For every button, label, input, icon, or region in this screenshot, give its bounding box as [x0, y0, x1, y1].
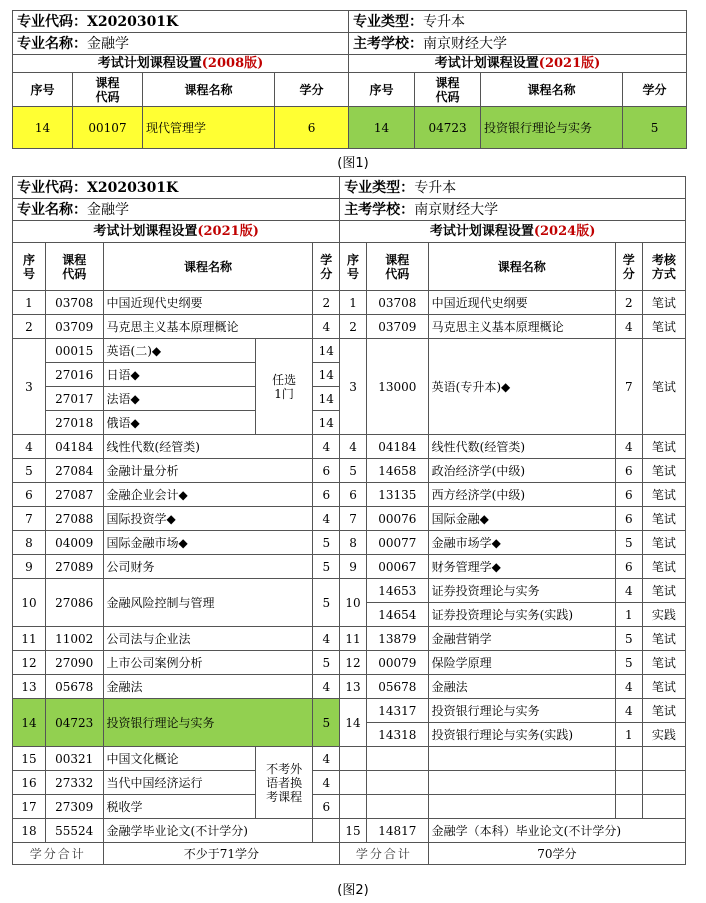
- col-name: 课程名称: [103, 243, 313, 291]
- table-cell: 金融法: [103, 675, 313, 699]
- table-cell: 6: [13, 483, 46, 507]
- table-cell: 6: [313, 459, 340, 483]
- empty-cell: [428, 747, 615, 771]
- table-cell: 27309: [45, 795, 103, 819]
- empty-cell: [428, 795, 615, 819]
- fig1-table: [12, 10, 687, 149]
- col-no: 序号: [13, 73, 73, 107]
- empty-cell: [340, 747, 367, 771]
- table-cell: 13: [340, 675, 367, 699]
- col-no: 序号: [340, 243, 367, 291]
- table-cell: 英语(专升本)◆: [428, 339, 615, 435]
- table-cell: 14658: [366, 459, 428, 483]
- table-cell: 证券投资理论与实务: [428, 579, 615, 603]
- table-cell: 2: [615, 291, 642, 315]
- table-cell: 投资银行理论与实务: [103, 699, 313, 747]
- table-cell: 公司法与企业法: [103, 627, 313, 651]
- table-cell: 中国近现代史纲要: [103, 291, 313, 315]
- table-cell: 笔试: [642, 435, 685, 459]
- table-cell: 1: [615, 723, 642, 747]
- table-cell: 法语◆: [103, 387, 255, 411]
- col-no: 序号: [349, 73, 415, 107]
- table-cell: 27088: [45, 507, 103, 531]
- table-cell: 金融风险控制与管理: [103, 579, 313, 627]
- table-cell: 公司财务: [103, 555, 313, 579]
- table-cell: 00107: [73, 107, 143, 149]
- fig1-left-section-title: 考试计划课程设置(2008版): [13, 55, 349, 73]
- table-cell: 笔试: [642, 483, 685, 507]
- table-cell: 政治经济学(中级): [428, 459, 615, 483]
- empty-cell: [642, 771, 685, 795]
- fig2-table: [12, 176, 686, 865]
- table-cell: 保险学原理: [428, 651, 615, 675]
- table-cell: 2: [340, 315, 367, 339]
- table-cell: 17: [13, 795, 46, 819]
- table-cell: 笔试: [642, 291, 685, 315]
- table-cell: 7: [340, 507, 367, 531]
- fig2-major-type: 专业类型：专升本: [340, 177, 686, 199]
- table-cell: 00076: [366, 507, 428, 531]
- table-cell: 27089: [45, 555, 103, 579]
- table-cell: 投资银行理论与实务(实践): [428, 723, 615, 747]
- table-cell: 笔试: [642, 459, 685, 483]
- table-cell: 14: [313, 339, 340, 363]
- right-total: 70学分: [428, 843, 685, 865]
- table-cell: 4: [313, 747, 340, 771]
- table-cell: 笔试: [642, 675, 685, 699]
- table-cell: 英语(二)◆: [103, 339, 255, 363]
- table-cell: 9: [13, 555, 46, 579]
- table-cell: 上市公司案例分析: [103, 651, 313, 675]
- table-cell: 14: [340, 699, 367, 747]
- table-cell: 14653: [366, 579, 428, 603]
- table-cell: 笔试: [642, 507, 685, 531]
- table-cell: 金融计量分析: [103, 459, 313, 483]
- col-code: 课程代码: [415, 73, 481, 107]
- table-cell: 14318: [366, 723, 428, 747]
- no-foreign-language-note: 不考外语者换考课程: [255, 747, 313, 819]
- fig1-major-type: 专业类型：专升本: [349, 11, 687, 33]
- empty-cell: [615, 771, 642, 795]
- table-cell: 金融法: [428, 675, 615, 699]
- empty-cell: [340, 771, 367, 795]
- table-cell: 2: [13, 315, 46, 339]
- table-cell: 6: [340, 483, 367, 507]
- table-cell: 证券投资理论与实务(实践): [428, 603, 615, 627]
- table-cell: 27086: [45, 579, 103, 627]
- table-cell: 14: [13, 107, 73, 149]
- table-cell: 00077: [366, 531, 428, 555]
- left-total: 不少于71学分: [103, 843, 340, 865]
- fig1-school: 主考学校：南京财经大学: [349, 33, 687, 55]
- table-cell: 税收学: [103, 795, 255, 819]
- table-cell: 笔试: [642, 651, 685, 675]
- table-cell: 投资银行理论与实务: [428, 699, 615, 723]
- table-cell: 5: [623, 107, 687, 149]
- fig2-right-section-title: 考试计划课程设置(2024版): [340, 221, 686, 243]
- table-cell: 00015: [45, 339, 103, 363]
- col-name: 课程名称: [481, 73, 623, 107]
- table-cell: 4: [313, 627, 340, 651]
- col-credit: 学分: [623, 73, 687, 107]
- table-cell: 5: [615, 651, 642, 675]
- table-cell: 5: [313, 651, 340, 675]
- table-cell: 6: [615, 459, 642, 483]
- empty-cell: [615, 747, 642, 771]
- col-name: 课程名称: [428, 243, 615, 291]
- fig2-major-code: 专业代码：X2020301K: [13, 177, 340, 199]
- table-cell: 27090: [45, 651, 103, 675]
- fig1-major-code: 专业代码：X2020301K: [13, 11, 349, 33]
- fig1-major-name: 专业名称：金融学: [13, 33, 349, 55]
- table-cell: 金融市场学◆: [428, 531, 615, 555]
- table-cell: 10: [13, 579, 46, 627]
- table-cell: 马克思主义基本原理概论: [103, 315, 313, 339]
- table-cell: 11002: [45, 627, 103, 651]
- table-cell: 3: [340, 339, 367, 435]
- table-cell: 5: [313, 699, 340, 747]
- empty-cell: [340, 795, 367, 819]
- table-cell: 14317: [366, 699, 428, 723]
- table-cell: 04723: [45, 699, 103, 747]
- empty-cell: [366, 795, 428, 819]
- empty-cell: [428, 771, 615, 795]
- table-cell: 13135: [366, 483, 428, 507]
- table-cell: 5: [340, 459, 367, 483]
- col-no: 序号: [13, 243, 46, 291]
- table-cell: 13000: [366, 339, 428, 435]
- total-label: 学分合计: [340, 843, 428, 865]
- table-cell: 5: [313, 555, 340, 579]
- empty-cell: [615, 795, 642, 819]
- table-cell: 04009: [45, 531, 103, 555]
- table-cell: 5: [615, 627, 642, 651]
- table-cell: 金融企业会计◆: [103, 483, 313, 507]
- table-cell: 实践: [642, 603, 685, 627]
- table-cell: 5: [313, 579, 340, 627]
- col-name: 课程名称: [143, 73, 275, 107]
- table-cell: 05678: [366, 675, 428, 699]
- table-cell: 04723: [415, 107, 481, 149]
- table-cell: 13879: [366, 627, 428, 651]
- table-cell: 14: [313, 363, 340, 387]
- table-cell: 03708: [45, 291, 103, 315]
- table-cell: 15: [340, 819, 367, 843]
- table-cell: 4: [313, 435, 340, 459]
- table-cell: 线性代数(经管类): [103, 435, 313, 459]
- table-cell: 15: [13, 747, 46, 771]
- table-cell: 10: [340, 579, 367, 627]
- table-cell: 4: [13, 435, 46, 459]
- table-cell: 05678: [45, 675, 103, 699]
- elective-note: 任选1门: [255, 339, 313, 435]
- table-cell: 9: [340, 555, 367, 579]
- table-cell: 俄语◆: [103, 411, 255, 435]
- table-cell: 投资银行理论与实务: [481, 107, 623, 149]
- table-cell: 中国近现代史纲要: [428, 291, 615, 315]
- table-cell: 国际金融市场◆: [103, 531, 313, 555]
- table-cell: 03709: [45, 315, 103, 339]
- table-cell: 4: [313, 315, 340, 339]
- table-cell: 笔试: [642, 627, 685, 651]
- col-credit: 学分: [615, 243, 642, 291]
- table-cell: 笔试: [642, 339, 685, 435]
- table-cell: 12: [13, 651, 46, 675]
- table-cell: 4: [615, 675, 642, 699]
- table-cell: 03708: [366, 291, 428, 315]
- table-cell: 财务管理学◆: [428, 555, 615, 579]
- fig2-left-section-title: 考试计划课程设置(2021版): [13, 221, 340, 243]
- table-cell: 线性代数(经管类): [428, 435, 615, 459]
- table-cell: 4: [313, 771, 340, 795]
- table-cell: 4: [615, 435, 642, 459]
- table-cell: 笔试: [642, 699, 685, 723]
- fig2-school: 主考学校：南京财经大学: [340, 199, 686, 221]
- empty-cell: [642, 795, 685, 819]
- table-cell: 金融营销学: [428, 627, 615, 651]
- table-cell: 13: [13, 675, 46, 699]
- table-cell: 5: [313, 531, 340, 555]
- table-cell: 3: [13, 339, 46, 435]
- table-cell: 实践: [642, 723, 685, 747]
- table-cell: 14654: [366, 603, 428, 627]
- table-cell: 00079: [366, 651, 428, 675]
- table-cell: 27018: [45, 411, 103, 435]
- table-cell: 6: [275, 107, 349, 149]
- table-cell: 03709: [366, 315, 428, 339]
- table-cell: 14: [313, 387, 340, 411]
- table-cell: 8: [13, 531, 46, 555]
- table-cell: 8: [340, 531, 367, 555]
- table-cell: 日语◆: [103, 363, 255, 387]
- table-cell: 6: [615, 483, 642, 507]
- table-cell: 马克思主义基本原理概论: [428, 315, 615, 339]
- table-cell: 笔试: [642, 315, 685, 339]
- table-cell: 14: [13, 699, 46, 747]
- table-cell: 笔试: [642, 555, 685, 579]
- table-cell: 1: [13, 291, 46, 315]
- table-cell: 18: [13, 819, 46, 843]
- col-credit: 学分: [313, 243, 340, 291]
- table-cell: 笔试: [642, 579, 685, 603]
- table-cell: [313, 819, 340, 843]
- table-cell: 1: [340, 291, 367, 315]
- table-cell: 14: [313, 411, 340, 435]
- col-credit: 学分: [275, 73, 349, 107]
- empty-cell: [366, 771, 428, 795]
- table-cell: 04184: [45, 435, 103, 459]
- table-cell: 14817: [366, 819, 428, 843]
- table-cell: 55524: [45, 819, 103, 843]
- table-cell: 27017: [45, 387, 103, 411]
- empty-cell: [366, 747, 428, 771]
- table-cell: 27087: [45, 483, 103, 507]
- table-cell: 6: [615, 507, 642, 531]
- table-cell: 00321: [45, 747, 103, 771]
- fig2-caption: (图2): [337, 883, 369, 898]
- table-cell: 7: [13, 507, 46, 531]
- table-cell: 12: [340, 651, 367, 675]
- fig1-caption: (图1): [337, 156, 369, 171]
- table-cell: 笔试: [642, 531, 685, 555]
- table-cell: 14: [349, 107, 415, 149]
- table-cell: 1: [615, 603, 642, 627]
- empty-cell: [642, 747, 685, 771]
- table-cell: 5: [13, 459, 46, 483]
- table-cell: 6: [615, 555, 642, 579]
- table-cell: 27084: [45, 459, 103, 483]
- table-cell: 金融学毕业论文(不计学分): [103, 819, 313, 843]
- table-cell: 7: [615, 339, 642, 435]
- table-cell: 国际金融◆: [428, 507, 615, 531]
- table-cell: 2: [313, 291, 340, 315]
- table-cell: 5: [615, 531, 642, 555]
- fig1-right-section-title: 考试计划课程设置(2021版): [349, 55, 687, 73]
- table-cell: 现代管理学: [143, 107, 275, 149]
- table-cell: 国际投资学◆: [103, 507, 313, 531]
- table-cell: 4: [615, 579, 642, 603]
- fig2-major-name: 专业名称：金融学: [13, 199, 340, 221]
- col-code: 课程代码: [45, 243, 103, 291]
- col-code: 课程代码: [73, 73, 143, 107]
- table-cell: 6: [313, 483, 340, 507]
- table-cell: 27016: [45, 363, 103, 387]
- table-cell: 金融学（本科）毕业论文(不计学分): [428, 819, 685, 843]
- table-cell: 16: [13, 771, 46, 795]
- table-cell: 4: [313, 507, 340, 531]
- table-cell: 中国文化概论: [103, 747, 255, 771]
- col-code: 课程代码: [366, 243, 428, 291]
- table-cell: 4: [615, 699, 642, 723]
- table-cell: 6: [313, 795, 340, 819]
- col-exam: 考核方式: [642, 243, 685, 291]
- table-cell: 27332: [45, 771, 103, 795]
- table-cell: 4: [615, 315, 642, 339]
- table-cell: 西方经济学(中级): [428, 483, 615, 507]
- table-cell: 11: [13, 627, 46, 651]
- table-cell: 当代中国经济运行: [103, 771, 255, 795]
- table-cell: 4: [340, 435, 367, 459]
- total-label: 学分合计: [13, 843, 104, 865]
- table-cell: 04184: [366, 435, 428, 459]
- table-cell: 00067: [366, 555, 428, 579]
- table-cell: 4: [313, 675, 340, 699]
- table-cell: 11: [340, 627, 367, 651]
